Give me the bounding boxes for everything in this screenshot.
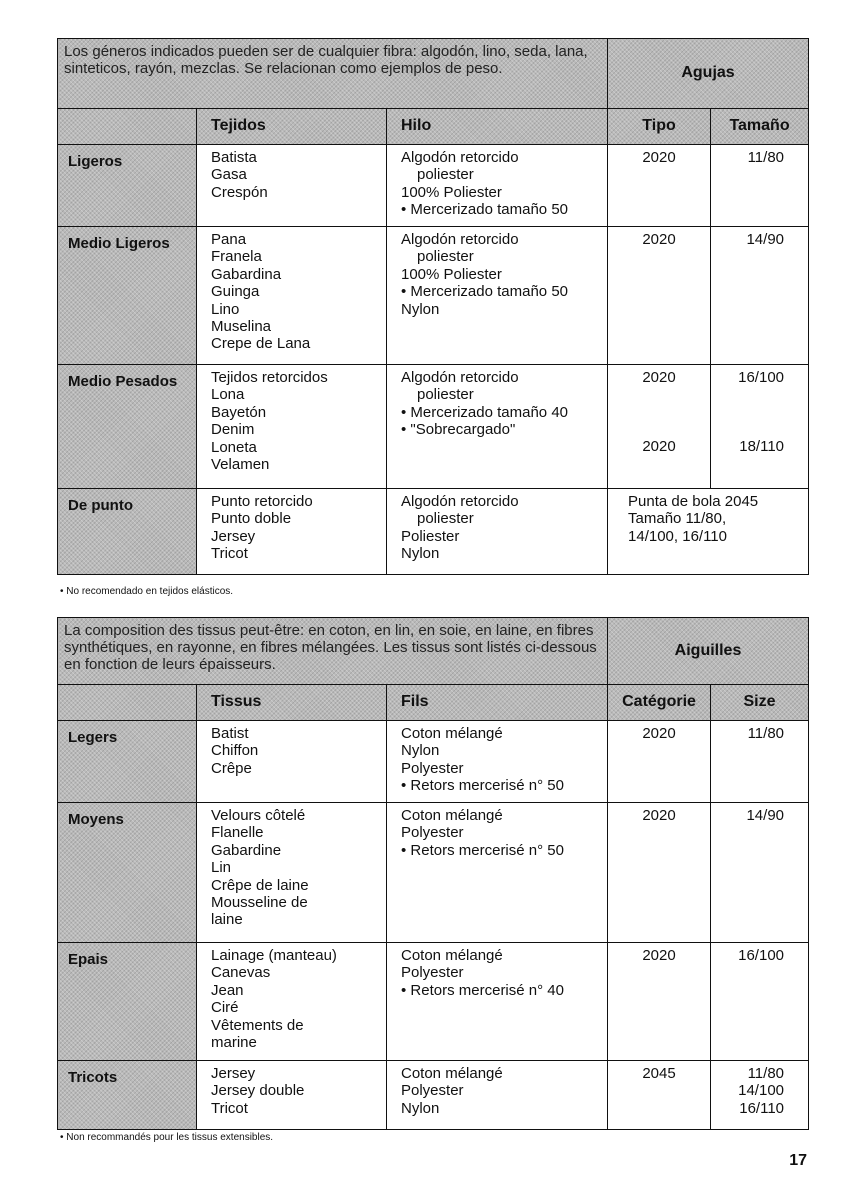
cell-line: Polyester <box>401 824 464 842</box>
column-header: Tejidos <box>197 109 387 145</box>
cell-line: • "Sobrecargado" <box>401 421 516 439</box>
table-row <box>58 227 809 365</box>
table-row <box>58 803 809 943</box>
cell-line: Guinga <box>211 283 260 301</box>
table-row <box>58 943 809 1061</box>
needle-type: 2020 <box>642 369 676 386</box>
cell-line: Vêtements de <box>211 1016 304 1034</box>
cell-line: 16/100 <box>738 947 785 964</box>
cell-line: Pana <box>211 231 247 248</box>
cell-line: Punta de bola 2045 <box>628 493 759 510</box>
cell-line: Jean <box>211 981 244 999</box>
cell-line: Nylon <box>401 545 440 563</box>
cell-line: Crêpe de laine <box>211 876 309 894</box>
table-row <box>58 145 809 227</box>
cell-line: Batist <box>211 725 249 742</box>
cell-line: 11/80 <box>747 725 785 742</box>
cell-line: Algodón retorcido <box>401 231 519 248</box>
cell-line: Nylon <box>401 742 440 760</box>
spanish-footnote: • No recomendado en tejidos elásticos. <box>60 586 234 597</box>
needle-type: 2020 <box>642 149 676 166</box>
category-label: Medio Pesados <box>58 365 197 489</box>
cell-line: Polyester <box>401 1082 464 1100</box>
cell-line: Denim <box>211 421 255 439</box>
needle-type: 2020 <box>642 438 676 456</box>
cell-line: • Mercerizado tamaño 50 <box>401 283 568 301</box>
cell-line: Poliester <box>401 527 460 545</box>
cell-line: Chiffon <box>211 742 259 760</box>
column-header: Size <box>711 685 809 721</box>
cell-line: • Retors mercerisé n° 40 <box>401 981 564 999</box>
needles-header: Agujas <box>608 39 809 109</box>
cell-line: Polyester <box>401 759 464 777</box>
cell-line: Jersey double <box>211 1082 305 1100</box>
cell-line: Tejidos retorcidos <box>211 369 328 386</box>
cell-line: Flanelle <box>211 824 264 842</box>
category-label: Tricots <box>58 1061 197 1130</box>
cell-line: Coton mélangé <box>401 725 503 742</box>
cell-line: 14/100, 16/110 <box>628 527 727 545</box>
cell-line: Nylon <box>401 1099 440 1117</box>
cell-line: Gabardine <box>211 841 282 859</box>
cell-line: • Retors mercerisé n° 50 <box>401 777 564 795</box>
category-label: Medio Ligeros <box>58 227 197 365</box>
cell-line: Tricot <box>211 545 248 563</box>
cell-line: Algodón retorcido <box>401 149 519 166</box>
cell-line: Lainage (manteau) <box>211 947 337 964</box>
needle-type: 2020 <box>642 947 676 964</box>
cell-line: 100% Poliester <box>401 183 502 201</box>
column-header: Hilo <box>387 109 608 145</box>
category-label: Moyens <box>58 803 197 943</box>
column-header: Tipo <box>608 109 711 145</box>
cell-line: laine <box>211 911 243 929</box>
category-label: Epais <box>58 943 197 1061</box>
cell-line: Tricot <box>211 1099 248 1117</box>
needle-size: 16/100 <box>738 369 785 386</box>
cell-line: Coton mélangé <box>401 1065 503 1082</box>
cell-line: Lino <box>211 300 240 318</box>
needles-header: Aiguilles <box>608 618 809 685</box>
intro-text: La composition des tissus peut-être: en coton, en lin, en soie, en laine, en fibres synthétiques, en rayonne, en fibres mélangées. Les tissus sont listés ci-dessous en fonction de leurs épaisseurs. <box>58 618 608 685</box>
cell-line: Bayetón <box>211 403 267 421</box>
cell-line: Algodón retorcido <box>401 493 519 510</box>
category-label: Legers <box>58 721 197 803</box>
intro-text: Los géneros indicados pueden ser de cualquier fibra: algodón, lino, seda, lana, sinteticos, rayón, mezclas. Se relacionan como ejemplos de peso. <box>58 39 608 109</box>
cell-line: Canevas <box>211 964 271 982</box>
needle-type: 2020 <box>642 231 676 248</box>
needle-type: 2020 <box>642 807 676 824</box>
cell-line: • Retors mercerisé n° 50 <box>401 841 564 859</box>
cell-line: Ciré <box>211 999 239 1017</box>
needle-size: 11/80 <box>747 149 785 166</box>
column-header: Tamaño <box>711 109 809 145</box>
french-footnote: • Non recommandés pour les tissus extensibles. <box>60 1132 274 1143</box>
cell-line: poliester <box>417 386 474 404</box>
needle-size: 14/90 <box>746 231 785 248</box>
cell-line: • Mercerizado tamaño 50 <box>401 201 568 219</box>
cell-line: • Mercerizado tamaño 40 <box>401 403 568 421</box>
needle-size: 18/110 <box>739 438 785 456</box>
cell-line: Velours côtelé <box>211 807 306 824</box>
cell-line: Gasa <box>211 166 247 184</box>
cell-line: poliester <box>417 510 474 528</box>
cell-line: Nylon <box>401 300 440 318</box>
cell-line: Jersey <box>211 1065 256 1082</box>
cell-line: 100% Poliester <box>401 265 502 283</box>
cell-line: 16/110 <box>739 1099 785 1117</box>
cell-line: 11/80 <box>747 1065 785 1082</box>
cell-line: Gabardina <box>211 265 282 283</box>
cell-line: Loneta <box>211 438 257 456</box>
cell-line: Tamaño 11/80, <box>628 510 727 528</box>
french-fabric-table <box>57 617 809 1130</box>
column-header: Tissus <box>197 685 387 721</box>
cell-line: Punto retorcido <box>211 493 313 510</box>
cell-line: Velamen <box>211 456 270 474</box>
cell-line: Lona <box>211 386 245 404</box>
cell-line: Jersey <box>211 527 256 545</box>
cell-line: Muselina <box>211 318 272 336</box>
cell-line: marine <box>211 1034 257 1052</box>
cell-line: Algodón retorcido <box>401 369 519 386</box>
cell-line: Coton mélangé <box>401 807 503 824</box>
needle-type: 2045 <box>642 1065 676 1082</box>
table-row <box>58 721 809 803</box>
cell-line: poliester <box>417 166 474 184</box>
cell-line: Lin <box>211 859 232 877</box>
table-row <box>58 489 809 575</box>
cell-line: Crepe de Lana <box>211 335 311 353</box>
cell-line: Batista <box>211 149 257 166</box>
cell-line: 14/100 <box>738 1082 785 1100</box>
cell-line: Crêpe <box>211 759 252 777</box>
cell-line: Franela <box>211 248 262 266</box>
cell-line: poliester <box>417 248 474 266</box>
cell-line: Polyester <box>401 964 464 982</box>
category-label: Ligeros <box>58 145 197 227</box>
table-row <box>58 365 809 489</box>
column-header: Fils <box>387 685 608 721</box>
cell-line: 14/90 <box>746 807 785 824</box>
table-row <box>58 1061 809 1130</box>
cell-line: Crespón <box>211 183 268 201</box>
page-number: 17 <box>789 1152 807 1169</box>
cell-line: Coton mélangé <box>401 947 503 964</box>
needle-type: 2020 <box>642 725 676 742</box>
cell-line: Punto doble <box>211 510 292 528</box>
spanish-fabric-table <box>57 38 809 575</box>
category-label: De punto <box>58 489 197 575</box>
column-header: Catégorie <box>608 685 711 721</box>
cell-line: Mousseline de <box>211 894 308 912</box>
